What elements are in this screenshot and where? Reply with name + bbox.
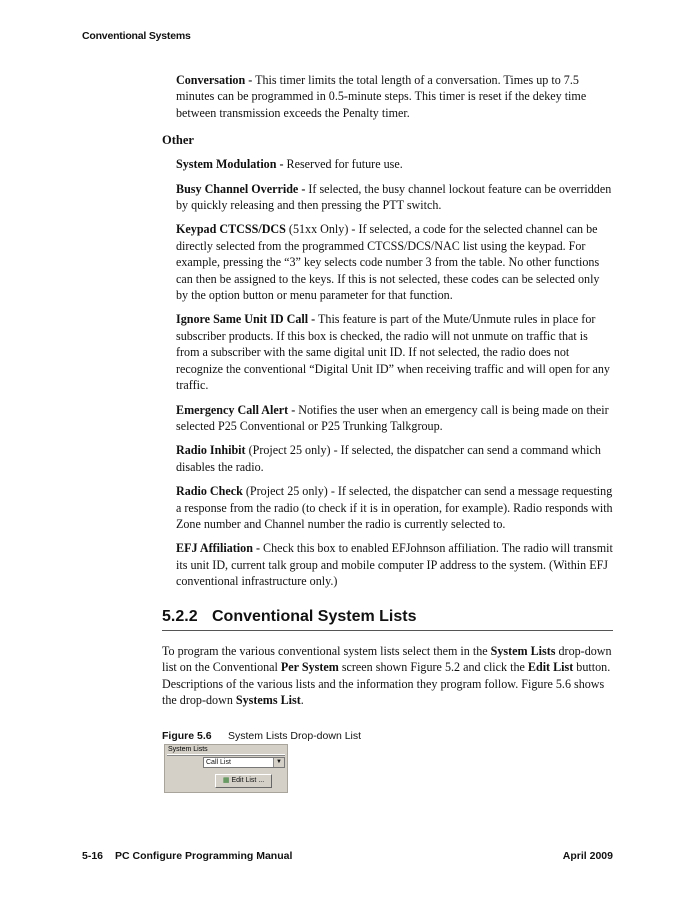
system-lists-dropdown[interactable] xyxy=(203,757,285,768)
definition: Check this box to enabled EFJohnson affiliation. The radio will transmit its unit ID, current talk group and mobile computer IP address to the system. (Within EFJ conventional infrastructure only.) xyxy=(176,541,613,589)
footer-date: April 2009 xyxy=(562,850,613,862)
intro-text: . xyxy=(300,693,304,708)
subheading-other: Other xyxy=(162,133,194,148)
footer-manual-title: PC Configure Programming Manual xyxy=(115,850,293,862)
intro-bold-per-system: Per System xyxy=(280,660,339,675)
definition: This feature is part of the Mute/Unmute rules in place for subscriber products. If this box is checked, the radio will not unmute on traffic that is from a subscriber with the same digital unit ID. If not selected, the radio does not recognize the conventional “Digital Unit ID” when receiving traffic and will open for any traffic. xyxy=(176,312,610,393)
definition: (51xx Only) - If selected, a code for the selected channel can be directly selected from the programmed CTCSS/DCS/NAC list using the keypad. For example, pressing the “3” key selects code number 3 from the table. No other functions can then be assigned to the keys. If this is not selected, these codes can be selected only by the option button or menu parameter for that function. xyxy=(176,222,600,303)
term: Radio Check xyxy=(176,484,243,499)
paragraph-emergency-call xyxy=(176,402,614,435)
definition: Notifies the user when an emergency call is being made on their selected P25 Conventional or P25 Trunking Talkgroup. xyxy=(176,402,609,433)
groupbox-divider xyxy=(167,754,285,756)
edit-list-icon: ▦ xyxy=(222,777,230,784)
term: Conversation - xyxy=(176,73,253,87)
section-number: 5.2.2 xyxy=(162,608,198,625)
page-footer xyxy=(82,850,613,862)
definition: This timer limits the total length of a conversation. Times up to 7.5 minutes can be programmed in 0.5-minute steps. This timer is reset if the dekey time between transmission exceeds the Penalty timer. xyxy=(176,73,587,120)
chevron-down-icon[interactable]: ▼ xyxy=(273,758,284,767)
definition: (Project 25 only) - If selected, the dispatcher can send a message requesting a response from the radio (to check if it is in operation, for example). Radio responds with Zone number and Channel number the radio is currently selected to. xyxy=(176,484,613,531)
section-title: Conventional System Lists xyxy=(212,608,417,625)
dropdown-selected-value: Call List xyxy=(206,759,231,766)
system-lists-groupbox xyxy=(164,744,288,793)
intro-text: To program the various conventional system lists select them in the xyxy=(162,644,491,658)
section-intro xyxy=(162,643,614,709)
definition: If selected, the busy channel lockout feature can be overridden by quickly releasing and then pressing the PTT switch. xyxy=(176,181,612,213)
intro-text: drop-down list on the Conventional xyxy=(162,644,612,675)
paragraph-system-modulation xyxy=(176,156,614,172)
section-heading xyxy=(162,608,613,631)
paragraph-radio-check xyxy=(176,483,614,532)
paragraph-conversation xyxy=(176,72,614,121)
intro-text: button. Descriptions of the various lists and the information they program follow. Figure 5.6 shows the drop-down xyxy=(162,660,611,708)
paragraph-keypad-ctcss xyxy=(176,221,614,303)
figure-caption xyxy=(162,730,361,742)
body-content xyxy=(162,72,614,598)
running-header: Conventional Systems xyxy=(82,30,191,42)
definition: (Project 25 only) - If selected, the dispatcher can send a command which disables the radio. xyxy=(176,443,601,474)
edit-list-button[interactable] xyxy=(215,774,272,788)
term: System Modulation - xyxy=(176,157,284,172)
term: Keypad CTCSS/DCS xyxy=(176,222,286,237)
paragraph-ignore-same-unit xyxy=(176,311,614,393)
paragraph-radio-inhibit xyxy=(176,442,614,475)
paragraph-busy-channel-override xyxy=(176,181,614,214)
intro-bold-edit-list: Edit List xyxy=(527,660,574,675)
term: Emergency Call Alert - xyxy=(176,402,296,417)
term: Busy Channel Override - xyxy=(176,181,306,196)
term: Ignore Same Unit ID Call - xyxy=(176,312,316,327)
term: EFJ Affiliation - xyxy=(176,541,260,556)
definition: Reserved for future use. xyxy=(283,157,403,172)
edit-list-label: Edit List ... xyxy=(231,777,265,784)
intro-bold-system-lists: System Lists xyxy=(490,644,556,658)
figure-label: Figure 5.6 xyxy=(162,730,212,742)
figure-caption-text: System Lists Drop-down List xyxy=(228,730,362,742)
footer-page-number: 5-16 xyxy=(82,850,104,862)
intro-text: screen shown Figure 5.2 and click the xyxy=(338,660,528,675)
groupbox-label: System Lists xyxy=(168,746,208,753)
intro-bold-systems-list: Systems List xyxy=(235,693,301,708)
term: Radio Inhibit xyxy=(176,443,246,458)
paragraph-efj-affiliation xyxy=(176,540,614,589)
